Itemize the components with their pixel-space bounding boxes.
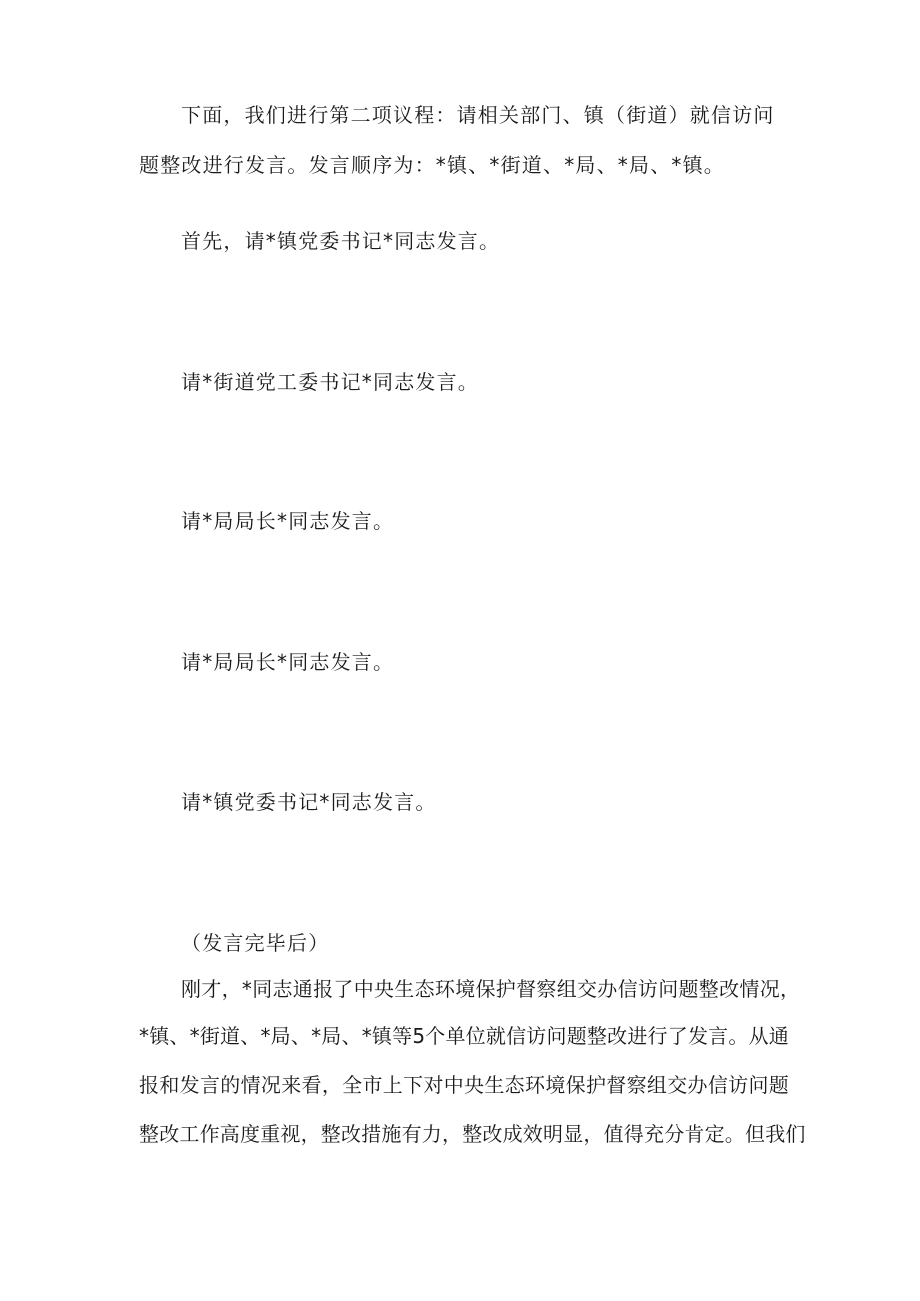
paragraph-summary-line-1-text: 刚才，*同志通报了中央生态环境保护督察组交办信访问题整改情况，: [181, 977, 801, 1001]
paragraph-town-speaker: 请*镇党委书记*同志发言。: [181, 790, 437, 814]
paragraph-after-speeches-note: （发言完毕后）: [181, 931, 330, 955]
paragraph-summary-line-4: 整改工作高度重视，整改措施有力，整改成效明显，值得充分肯定。但我们: [139, 1122, 806, 1146]
paragraph-bureau-speaker-1: 请*局局长*同志发言。: [181, 509, 395, 533]
paragraph-street-speaker: 请*街道党工委书记*同志发言。: [181, 370, 479, 394]
paragraph-summary-line-3: 报和发言的情况来看，全市上下对中央生态环境保护督察组交办信访问题: [139, 1073, 789, 1097]
paragraph-first-speaker: 首先，请*镇党委书记*同志发言。: [181, 229, 501, 253]
paragraph-summary-line-2: *镇、*街道、*局、*局、*镇等5个单位就信访问题整改进行了发言。从通: [139, 1024, 789, 1048]
paragraph-agenda-line-2: 题整改进行发言。发言顺序为：*镇、*街道、*局、*局、*镇。: [139, 153, 725, 177]
paragraph-bureau-speaker-2: 请*局局长*同志发言。: [181, 650, 395, 674]
paragraph-agenda-line-1: 下面，我们进行第二项议程：请相关部门、镇（街道）就信访问: [181, 103, 775, 127]
